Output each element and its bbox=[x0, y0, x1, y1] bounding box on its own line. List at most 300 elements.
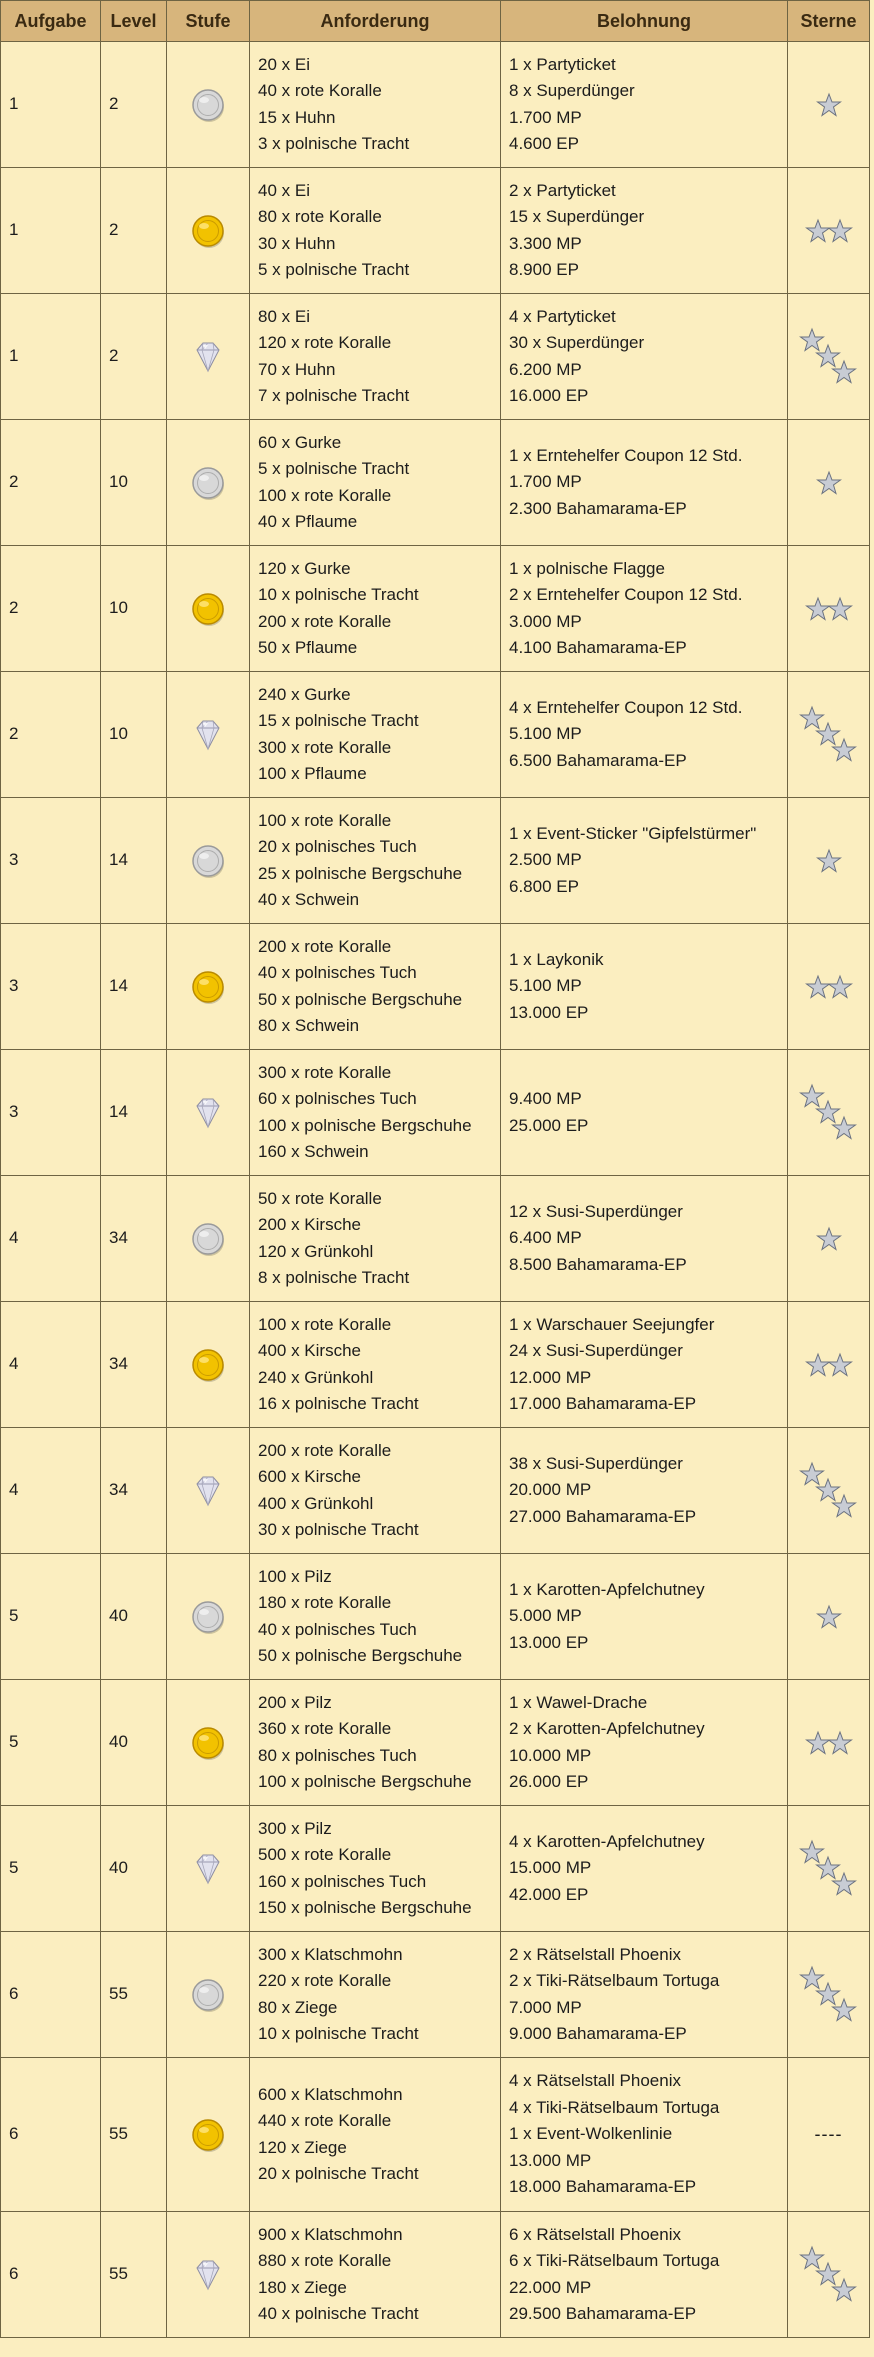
header-sterne[interactable]: Sterne bbox=[788, 1, 870, 42]
requirement-item: 100 x Pilz bbox=[258, 1566, 332, 1586]
star-icon bbox=[831, 2277, 857, 2303]
cell-aufgabe: 6 bbox=[1, 2058, 101, 2212]
requirement-item: 200 x rote Koralle bbox=[258, 1440, 392, 1460]
cell-stufe bbox=[167, 1428, 250, 1554]
reward-item: 27.000 Bahamarama-EP bbox=[509, 1506, 697, 1526]
requirement-item: 100 x rote Koralle bbox=[258, 1314, 392, 1334]
requirement-item: 100 x rote Koralle bbox=[258, 810, 392, 830]
star-rating bbox=[805, 1351, 853, 1379]
table-row bbox=[1, 1554, 870, 1680]
reward-item: 2.500 MP bbox=[509, 850, 582, 870]
cell-sterne bbox=[788, 1680, 870, 1806]
gold-medal-icon bbox=[189, 212, 227, 250]
star-rating bbox=[799, 1461, 859, 1521]
table-header-row bbox=[1, 1, 870, 42]
requirement-item: 180 x Ziege bbox=[258, 2277, 347, 2297]
star-icon bbox=[827, 596, 853, 622]
requirement-item: 300 x Klatschmohn bbox=[258, 1944, 403, 1964]
requirement-item: 120 x rote Koralle bbox=[258, 333, 392, 352]
cell-level: 2 bbox=[101, 168, 167, 294]
requirement-item: 180 x rote Koralle bbox=[258, 1593, 392, 1612]
header-level[interactable]: Level bbox=[101, 1, 167, 42]
star-rating bbox=[815, 1225, 843, 1253]
cell-anforderung bbox=[250, 1680, 501, 1806]
cell-anforderung bbox=[250, 1932, 501, 2058]
cell-level: 34 bbox=[101, 1176, 167, 1302]
diamond-icon bbox=[189, 1850, 227, 1888]
cell-level: 40 bbox=[101, 1680, 167, 1806]
cell-stufe bbox=[167, 420, 250, 546]
reward-item: 16.000 EP bbox=[509, 386, 589, 405]
reward-item: 8.500 Bahamarama-EP bbox=[509, 1254, 687, 1274]
requirement-item: 20 x Ei bbox=[258, 54, 310, 74]
requirement-item: 80 x rote Koralle bbox=[258, 207, 382, 226]
reward-item: 5.000 MP bbox=[509, 1606, 582, 1626]
cell-belohnung bbox=[501, 924, 788, 1050]
requirement-item: 220 x rote Koralle bbox=[258, 1971, 392, 1990]
reward-item: 26.000 EP bbox=[509, 1772, 589, 1791]
gold-medal-icon bbox=[189, 1346, 227, 1384]
requirement-item: 440 x rote Koralle bbox=[258, 2111, 392, 2130]
requirement-item: 120 x Ziege bbox=[258, 2137, 347, 2157]
cell-aufgabe: 1 bbox=[1, 294, 101, 420]
reward-item: 1 x Wawel-Drache bbox=[509, 1692, 648, 1712]
reward-item: 29.500 Bahamarama-EP bbox=[509, 2304, 697, 2323]
reward-item: 4 x Rätselstall Phoenix bbox=[509, 2071, 681, 2091]
star-rating bbox=[805, 595, 853, 623]
cell-stufe bbox=[167, 1680, 250, 1806]
cell-aufgabe: 6 bbox=[1, 2212, 101, 2338]
table-row bbox=[1, 1428, 870, 1554]
star-rating bbox=[815, 91, 843, 119]
cell-anforderung bbox=[250, 294, 501, 420]
no-stars-text: ---- bbox=[814, 2123, 843, 2144]
requirement-item: 40 x Ei bbox=[258, 180, 310, 200]
reward-item: 18.000 Bahamarama-EP bbox=[509, 2177, 697, 2197]
reward-item: 24 x Susi-Superdünger bbox=[509, 1341, 683, 1360]
gold-medal-icon bbox=[189, 968, 227, 1006]
table-row bbox=[1, 1680, 870, 1806]
requirement-item: 5 x polnische Tracht bbox=[258, 260, 410, 279]
cell-anforderung bbox=[250, 798, 501, 924]
cell-aufgabe: 4 bbox=[1, 1302, 101, 1428]
requirement-item: 100 x rote Koralle bbox=[258, 485, 392, 505]
cell-stufe bbox=[167, 168, 250, 294]
star-icon bbox=[831, 737, 857, 763]
cell-sterne bbox=[788, 798, 870, 924]
cell-sterne bbox=[788, 1428, 870, 1554]
diamond-icon bbox=[189, 1472, 227, 1510]
silver-medal-icon bbox=[189, 842, 227, 880]
star-icon bbox=[827, 1352, 853, 1378]
header-belohnung[interactable]: Belohnung bbox=[501, 1, 788, 42]
cell-stufe bbox=[167, 1806, 250, 1932]
star-rating bbox=[799, 1965, 859, 2025]
reward-item: 1 x Partyticket bbox=[509, 54, 616, 74]
cell-sterne bbox=[788, 1176, 870, 1302]
star-icon bbox=[816, 848, 842, 874]
star-rating bbox=[805, 973, 853, 1001]
requirement-item: 80 x Ziege bbox=[258, 1997, 338, 2017]
star-rating bbox=[799, 705, 859, 765]
cell-level: 55 bbox=[101, 2212, 167, 2338]
reward-item: 2 x Erntehelfer Coupon 12 Std. bbox=[509, 585, 743, 604]
diamond-icon bbox=[189, 338, 227, 376]
table-row bbox=[1, 798, 870, 924]
reward-item: 1 x Warschauer Seejungfer bbox=[509, 1314, 715, 1334]
cell-aufgabe: 3 bbox=[1, 924, 101, 1050]
requirement-item: 50 x Pflaume bbox=[258, 638, 358, 657]
cell-anforderung bbox=[250, 672, 501, 798]
table-row bbox=[1, 1176, 870, 1302]
cell-stufe bbox=[167, 1932, 250, 2058]
cell-stufe bbox=[167, 1176, 250, 1302]
table-row bbox=[1, 546, 870, 672]
reward-item: 6.800 EP bbox=[509, 876, 579, 896]
gold-medal-icon bbox=[189, 590, 227, 628]
reward-item: 4 x Tiki-Rätselbaum Tortuga bbox=[509, 2097, 720, 2117]
requirement-item: 7 x polnische Tracht bbox=[258, 386, 410, 405]
cell-belohnung bbox=[501, 2058, 788, 2212]
requirement-item: 40 x polnische Tracht bbox=[258, 2304, 419, 2323]
star-icon bbox=[816, 92, 842, 118]
cell-aufgabe: 4 bbox=[1, 1176, 101, 1302]
star-rating bbox=[815, 469, 843, 497]
reward-item: 2 x Tiki-Rätselbaum Tortuga bbox=[509, 1971, 720, 1990]
reward-item: 5.100 MP bbox=[509, 976, 582, 996]
table-row bbox=[1, 2058, 870, 2212]
table-row bbox=[1, 1932, 870, 2058]
reward-item: 2 x Partyticket bbox=[509, 180, 616, 200]
reward-item: 8.900 EP bbox=[509, 260, 579, 279]
cell-level: 10 bbox=[101, 672, 167, 798]
diamond-icon bbox=[189, 2256, 227, 2294]
reward-item: 13.000 EP bbox=[509, 1002, 589, 1022]
cell-level: 55 bbox=[101, 1932, 167, 2058]
reward-item: 12.000 MP bbox=[509, 1367, 592, 1387]
requirement-item: 60 x Gurke bbox=[258, 432, 342, 452]
reward-item: 1 x polnische Flagge bbox=[509, 558, 665, 578]
requirement-item: 300 x rote Koralle bbox=[258, 737, 392, 757]
reward-item: 1 x Erntehelfer Coupon 12 Std. bbox=[509, 445, 743, 465]
cell-aufgabe: 2 bbox=[1, 672, 101, 798]
cell-anforderung bbox=[250, 1554, 501, 1680]
requirement-item: 240 x Gurke bbox=[258, 684, 351, 704]
cell-sterne bbox=[788, 2058, 870, 2212]
cell-aufgabe: 1 bbox=[1, 168, 101, 294]
requirement-item: 40 x polnisches Tuch bbox=[258, 963, 417, 982]
requirement-item: 360 x rote Koralle bbox=[258, 1719, 392, 1738]
silver-medal-icon bbox=[189, 1220, 227, 1258]
star-icon bbox=[816, 1604, 842, 1630]
cell-anforderung bbox=[250, 420, 501, 546]
cell-anforderung bbox=[250, 1428, 501, 1554]
requirement-item: 40 x polnisches Tuch bbox=[258, 1619, 417, 1639]
cell-level: 14 bbox=[101, 1050, 167, 1176]
cell-anforderung bbox=[250, 546, 501, 672]
gold-medal-icon bbox=[189, 1724, 227, 1762]
cell-level: 2 bbox=[101, 294, 167, 420]
cell-level: 2 bbox=[101, 42, 167, 168]
cell-sterne bbox=[788, 420, 870, 546]
cell-anforderung bbox=[250, 1050, 501, 1176]
reward-item: 6 x Rätselstall Phoenix bbox=[509, 2224, 681, 2244]
reward-item: 4 x Partyticket bbox=[509, 306, 616, 326]
cell-stufe bbox=[167, 42, 250, 168]
reward-item: 10.000 MP bbox=[509, 1745, 592, 1765]
requirement-item: 600 x Kirsche bbox=[258, 1467, 361, 1486]
cell-aufgabe: 5 bbox=[1, 1806, 101, 1932]
requirement-item: 600 x Klatschmohn bbox=[258, 2084, 403, 2104]
star-icon bbox=[831, 1871, 857, 1897]
reward-item: 4.100 Bahamarama-EP bbox=[509, 638, 687, 657]
requirement-item: 40 x rote Koralle bbox=[258, 81, 382, 100]
star-icon bbox=[827, 218, 853, 244]
reward-item: 1 x Event-Wolkenlinie bbox=[509, 2124, 673, 2144]
requirement-item: 70 x Huhn bbox=[258, 359, 336, 379]
star-rating bbox=[805, 1729, 853, 1757]
requirement-item: 15 x polnische Tracht bbox=[258, 711, 419, 730]
requirement-item: 40 x Schwein bbox=[258, 890, 360, 909]
cell-sterne bbox=[788, 1806, 870, 1932]
requirement-item: 30 x Huhn bbox=[258, 233, 336, 253]
requirement-item: 400 x Grünkohl bbox=[258, 1493, 374, 1513]
star-rating bbox=[805, 217, 853, 245]
table-row bbox=[1, 420, 870, 546]
requirement-item: 100 x Pflaume bbox=[258, 764, 367, 783]
table-row bbox=[1, 1806, 870, 1932]
requirement-item: 80 x Schwein bbox=[258, 1016, 360, 1035]
requirement-item: 880 x rote Koralle bbox=[258, 2251, 392, 2270]
cell-anforderung bbox=[250, 1302, 501, 1428]
cell-belohnung bbox=[501, 294, 788, 420]
cell-stufe bbox=[167, 294, 250, 420]
cell-level: 40 bbox=[101, 1554, 167, 1680]
table-row bbox=[1, 294, 870, 420]
star-icon bbox=[827, 974, 853, 1000]
requirement-item: 120 x Grünkohl bbox=[258, 1241, 374, 1261]
reward-item: 4 x Karotten-Apfelchutney bbox=[509, 1831, 705, 1851]
cell-anforderung bbox=[250, 2212, 501, 2338]
reward-item: 30 x Superdünger bbox=[509, 333, 645, 352]
requirement-item: 120 x Gurke bbox=[258, 558, 351, 578]
requirement-item: 240 x Grünkohl bbox=[258, 1367, 374, 1387]
reward-item: 2 x Rätselstall Phoenix bbox=[509, 1944, 681, 1964]
cell-stufe bbox=[167, 1554, 250, 1680]
silver-medal-icon bbox=[189, 464, 227, 502]
header-anforderung[interactable]: Anforderung bbox=[250, 1, 501, 42]
reward-item: 13.000 EP bbox=[509, 1632, 589, 1652]
star-icon bbox=[831, 1493, 857, 1519]
reward-item: 1 x Laykonik bbox=[509, 949, 604, 969]
reward-item: 6.400 MP bbox=[509, 1228, 582, 1248]
cell-aufgabe: 5 bbox=[1, 1554, 101, 1680]
cell-stufe bbox=[167, 798, 250, 924]
cell-belohnung bbox=[501, 1932, 788, 2058]
cell-belohnung bbox=[501, 672, 788, 798]
requirement-item: 20 x polnische Tracht bbox=[258, 2164, 419, 2183]
table-row bbox=[1, 168, 870, 294]
requirement-item: 30 x polnische Tracht bbox=[258, 1520, 419, 1539]
requirement-item: 200 x rote Koralle bbox=[258, 936, 392, 956]
cell-sterne bbox=[788, 672, 870, 798]
cell-anforderung bbox=[250, 924, 501, 1050]
cell-belohnung bbox=[501, 1050, 788, 1176]
requirement-item: 15 x Huhn bbox=[258, 107, 336, 127]
star-icon bbox=[831, 1997, 857, 2023]
reward-item: 9.400 MP bbox=[509, 1089, 582, 1108]
requirement-item: 20 x polnisches Tuch bbox=[258, 837, 417, 856]
cell-anforderung bbox=[250, 2058, 501, 2212]
reward-item: 22.000 MP bbox=[509, 2277, 592, 2297]
cell-belohnung bbox=[501, 168, 788, 294]
cell-sterne bbox=[788, 2212, 870, 2338]
star-rating bbox=[815, 1603, 843, 1631]
cell-sterne bbox=[788, 546, 870, 672]
requirement-item: 100 x polnische Bergschuhe bbox=[258, 1772, 472, 1791]
requirement-item: 100 x polnische Bergschuhe bbox=[258, 1115, 472, 1135]
cell-anforderung bbox=[250, 42, 501, 168]
star-rating bbox=[799, 327, 859, 387]
reward-item: 4.600 EP bbox=[509, 134, 579, 153]
requirement-item: 900 x Klatschmohn bbox=[258, 2224, 403, 2244]
star-rating bbox=[799, 1839, 859, 1899]
cell-stufe bbox=[167, 2212, 250, 2338]
cell-sterne bbox=[788, 924, 870, 1050]
cell-stufe bbox=[167, 924, 250, 1050]
star-icon bbox=[827, 1730, 853, 1756]
cell-level: 14 bbox=[101, 798, 167, 924]
header-aufgabe[interactable]: Aufgabe bbox=[1, 1, 101, 42]
requirement-item: 60 x polnisches Tuch bbox=[258, 1089, 417, 1108]
cell-anforderung bbox=[250, 1806, 501, 1932]
cell-level: 55 bbox=[101, 2058, 167, 2212]
cell-aufgabe: 3 bbox=[1, 1050, 101, 1176]
star-icon bbox=[816, 470, 842, 496]
requirement-item: 40 x Pflaume bbox=[258, 512, 358, 531]
cell-stufe bbox=[167, 672, 250, 798]
requirement-item: 160 x Schwein bbox=[258, 1142, 369, 1161]
reward-item: 17.000 Bahamarama-EP bbox=[509, 1394, 697, 1413]
requirement-item: 50 x rote Koralle bbox=[258, 1188, 382, 1208]
reward-item: 1.700 MP bbox=[509, 107, 582, 127]
cell-aufgabe: 3 bbox=[1, 798, 101, 924]
cell-belohnung bbox=[501, 798, 788, 924]
reward-item: 7.000 MP bbox=[509, 1997, 582, 2017]
diamond-icon bbox=[189, 1094, 227, 1132]
cell-belohnung bbox=[501, 42, 788, 168]
requirement-item: 500 x rote Koralle bbox=[258, 1845, 392, 1864]
cell-belohnung bbox=[501, 1554, 788, 1680]
requirement-item: 200 x Pilz bbox=[258, 1692, 332, 1712]
table-row bbox=[1, 924, 870, 1050]
requirement-item: 80 x polnisches Tuch bbox=[258, 1745, 417, 1765]
reward-item: 8 x Superdünger bbox=[509, 81, 635, 100]
cell-belohnung bbox=[501, 1302, 788, 1428]
cell-level: 10 bbox=[101, 546, 167, 672]
reward-item: 2.300 Bahamarama-EP bbox=[509, 498, 687, 518]
table-row bbox=[1, 2212, 870, 2338]
reward-item: 25.000 EP bbox=[509, 1115, 589, 1135]
cell-sterne bbox=[788, 294, 870, 420]
cell-level: 40 bbox=[101, 1806, 167, 1932]
cell-sterne bbox=[788, 168, 870, 294]
reward-item: 15 x Superdünger bbox=[509, 207, 645, 226]
star-icon bbox=[831, 1115, 857, 1141]
reward-item: 15.000 MP bbox=[509, 1858, 592, 1878]
requirement-item: 150 x polnische Bergschuhe bbox=[258, 1898, 472, 1917]
table-row bbox=[1, 672, 870, 798]
cell-anforderung bbox=[250, 168, 501, 294]
cell-aufgabe: 4 bbox=[1, 1428, 101, 1554]
requirement-item: 10 x polnische Tracht bbox=[258, 2024, 419, 2043]
cell-belohnung bbox=[501, 2212, 788, 2338]
cell-sterne bbox=[788, 1302, 870, 1428]
cell-aufgabe: 6 bbox=[1, 1932, 101, 2058]
requirement-item: 80 x Ei bbox=[258, 306, 310, 326]
silver-medal-icon bbox=[189, 86, 227, 124]
reward-item: 4 x Erntehelfer Coupon 12 Std. bbox=[509, 697, 743, 717]
reward-item: 6.500 Bahamarama-EP bbox=[509, 750, 687, 770]
reward-item: 13.000 MP bbox=[509, 2150, 592, 2170]
star-rating bbox=[799, 1083, 859, 1143]
requirement-item: 200 x rote Koralle bbox=[258, 611, 392, 631]
cell-anforderung bbox=[250, 1176, 501, 1302]
requirement-item: 300 x Pilz bbox=[258, 1818, 332, 1838]
reward-item: 1.700 MP bbox=[509, 472, 582, 492]
header-stufe[interactable]: Stufe bbox=[167, 1, 250, 42]
cell-belohnung bbox=[501, 420, 788, 546]
reward-item: 2 x Karotten-Apfelchutney bbox=[509, 1719, 705, 1738]
table-row bbox=[1, 1302, 870, 1428]
reward-item: 6.200 MP bbox=[509, 359, 582, 379]
cell-belohnung bbox=[501, 1680, 788, 1806]
star-icon bbox=[831, 359, 857, 385]
diamond-icon bbox=[189, 716, 227, 754]
cell-level: 34 bbox=[101, 1302, 167, 1428]
silver-medal-icon bbox=[189, 1598, 227, 1636]
reward-item: 38 x Susi-Superdünger bbox=[509, 1453, 683, 1473]
star-rating bbox=[815, 847, 843, 875]
cell-sterne bbox=[788, 1050, 870, 1176]
cell-belohnung bbox=[501, 546, 788, 672]
cell-level: 14 bbox=[101, 924, 167, 1050]
requirement-item: 5 x polnische Tracht bbox=[258, 459, 410, 478]
cell-stufe bbox=[167, 546, 250, 672]
reward-item: 42.000 EP bbox=[509, 1884, 589, 1904]
requirement-item: 16 x polnische Tracht bbox=[258, 1394, 419, 1413]
requirement-item: 400 x Kirsche bbox=[258, 1341, 361, 1360]
star-rating bbox=[799, 2245, 859, 2305]
reward-item: 9.000 Bahamarama-EP bbox=[509, 2024, 687, 2043]
cell-sterne bbox=[788, 42, 870, 168]
cell-sterne bbox=[788, 1554, 870, 1680]
requirement-item: 25 x polnische Bergschuhe bbox=[258, 863, 463, 883]
gold-medal-icon bbox=[189, 2116, 227, 2154]
reward-item: 3.300 MP bbox=[509, 233, 582, 253]
cell-aufgabe: 2 bbox=[1, 420, 101, 546]
requirement-item: 8 x polnische Tracht bbox=[258, 1268, 410, 1287]
cell-aufgabe: 1 bbox=[1, 42, 101, 168]
cell-aufgabe: 5 bbox=[1, 1680, 101, 1806]
cell-sterne bbox=[788, 1932, 870, 2058]
star-icon bbox=[816, 1226, 842, 1252]
reward-item: 6 x Tiki-Rätselbaum Tortuga bbox=[509, 2251, 720, 2270]
cell-belohnung bbox=[501, 1176, 788, 1302]
reward-item: 20.000 MP bbox=[509, 1480, 592, 1500]
cell-stufe bbox=[167, 1302, 250, 1428]
reward-item: 5.100 MP bbox=[509, 724, 582, 744]
